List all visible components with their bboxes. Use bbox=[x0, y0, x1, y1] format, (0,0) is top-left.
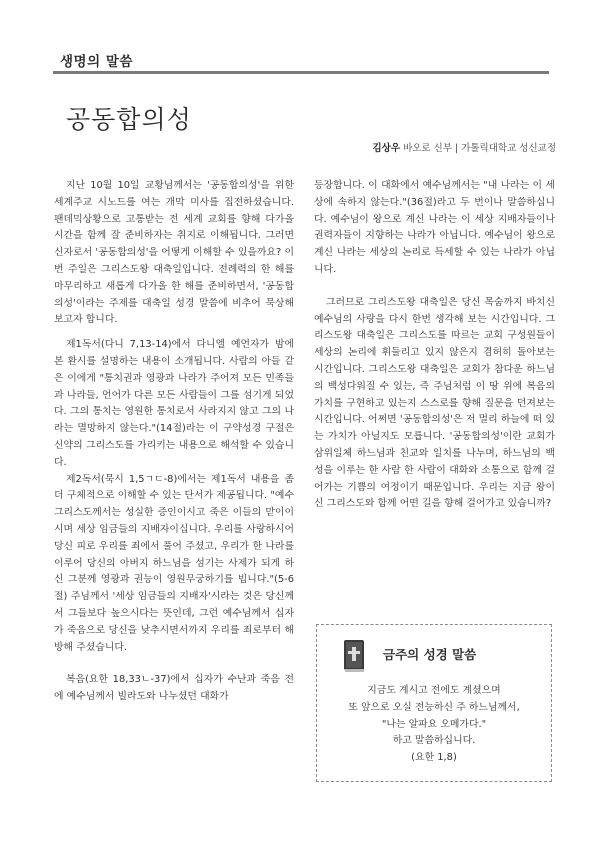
paragraph: 제2독서(묵시 1,5ㄱㄷ-8)에서는 제1독서 내용을 좀 더 구체적으로 이해할 수 있는 단서가 제공됩니다. "예수 그리스도께서는 성실한 증인이시고 죽은 이들의 맏이이시며 세상 임금들의 지배자이십니다. 우리를 사랑하시어 당신 피로 우리를 죄에서 풀어 주셨고, 우리가 한 나라를 이루어 당신의 아버지 하느님을 섬기는 사제가 되게 하신 그분께 영광과 권능이 영원무궁하기를 빕니다."(5-6절) 주님께서 '세상 임금들의 지배자'시라는 것은 당신께서 그들보다 높으시다는 뜻인데, 그런 예수님께서 십자가 죽음으로 당신을 낮추시면서까지 우리를 죄로부터 해방해 주셨습니다. bbox=[54, 473, 294, 653]
body-column-right bbox=[314, 178, 555, 513]
paragraph: 지난 10월 10일 교황님께서는 '공동합의성'을 위한 세계주교 시노드를 여는 개막 미사를 집전하셨습니다. 팬데믹상황으로 고통받는 전 세계 교회를 향해 다가올 시간을 함께 잘 준비하자는 취지로 이해됩니다. 그러면 신자로서 '공동합의성'을 어떻게 이해할 수 있을까요? 이번 주일은 그리스도왕 대축일입니다. 전례력의 한 해를 마무리하고 새롭게 다가올 한 해를 준비하면서, '공동합의성'이라는 주제를 대축일 성경 말씀에 비추어 묵상해보고자 합니다. bbox=[54, 180, 294, 326]
verse-line: 또 앞으로 오실 전능하신 주 하느님께서, bbox=[348, 701, 520, 713]
author-affiliation: 바오로 신부 | 가톨릭대학교 성신교정 bbox=[403, 143, 556, 154]
weekly-verse-box bbox=[316, 624, 552, 782]
verse-reference: (요한 1,8) bbox=[411, 752, 457, 764]
author-name: 김상우 bbox=[372, 143, 401, 154]
section-header-label: 생명의 말씀 bbox=[60, 54, 133, 70]
verse-text bbox=[317, 683, 551, 767]
article-title: 공동합의성 bbox=[66, 105, 192, 134]
paragraph: 제1독서(다니 7,13-14)에서 다니엘 예언자가 밤에 본 환시를 설명하는 내용이 소개됩니다. 사람의 아들 같은 이에게 "통치권과 영광과 나라가 주어져 모든 민족들과 나라들, 언어가 다른 모든 사람들이 그를 섬기게 되었다. 그의 통치는 영원한 통치로서 사라지지 않고 그의 나라는 멸망하지 않는다."(14절)라는 이 구약성경 구절은 신약의 그리스도를 가리키는 내용으로 해석할 수 있습니다. bbox=[54, 339, 294, 468]
verse-box-title: 금주의 성경 말씀 bbox=[383, 647, 477, 662]
verse-line: 하고 말씀하십니다. bbox=[392, 735, 476, 747]
paragraph: 그러므로 그리스도왕 대축일은 당신 목숨까지 바치신 예수님의 사랑을 다시 한번 생각해 보는 시간입니다. 그리스도왕 대축일은 그리스도를 따르는 교회 구성원들이 세상의 논리에 휘둘리고 있지 않은지 겸허히 돌아보는 시간입니다. 그리스도왕 대축일은 교회가 참다운 하느님의 백성다워질 수 있는, 즉 주님처럼 이 땅 위에 복음의 가치를 구현하고 있는지 스스로를 향해 질문을 던져보는 시간입니다. 어쩌면 '공동합의성'은 저 멀리 하늘에 떠 있는 가치가 아닐지도 모릅니다. '공동합의성'이란 교회가 삼위일체 하느님과 친교와 일치를 나누며, 하느님의 백성을 이루는 한 사람 한 사람이 대화와 소통으로 함께 걸어가는 기쁨의 여정이기 때문입니다. 우리는 지금 왕이신 그리스도와 함께 어떤 길을 향해 걸어가고 있습니까? bbox=[314, 296, 555, 510]
verse-line: 지금도 계시고 전에도 계셨으며 bbox=[367, 685, 501, 696]
author-line bbox=[373, 140, 557, 154]
verse-line: "나는 알파요 오메가다." bbox=[381, 718, 487, 730]
header-rule bbox=[53, 71, 549, 74]
body-column-left bbox=[54, 178, 294, 706]
paragraph: 복음(요한 18,33ㄴ-37)에서 십자가 수난과 죽음 전에 예수님께서 빌라도와 나누셨던 대화가 bbox=[54, 674, 294, 703]
bible-book-icon bbox=[341, 639, 367, 673]
paragraph: 등장합니다. 이 대화에서 예수님께서는 "내 나라는 이 세상에 속하지 않는다."(36절)라고 두 번이나 말씀하십니다. 예수님이 왕으로 계신 나라는 이 세상 지배자들이나 권력자들이 지향하는 나라가 아닙니다. 예수님이 왕으로 계신 나라는 세상의 논리로 득세할 수 있는 나라가 아닙니다. bbox=[314, 180, 555, 275]
